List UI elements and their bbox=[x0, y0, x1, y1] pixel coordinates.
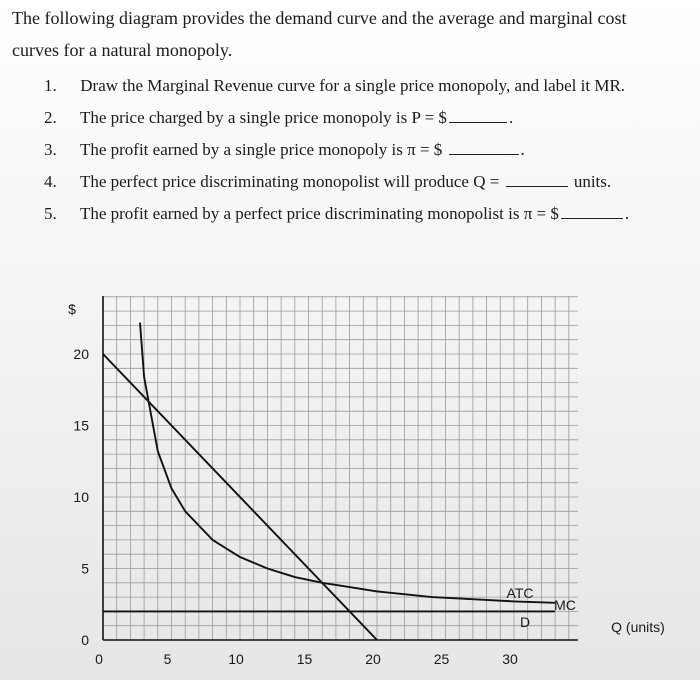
question-text: Draw the Marginal Revenue curve for a single price monopoly, and label it MR. bbox=[80, 76, 626, 95]
x-axis-label: Q (units) bbox=[611, 619, 665, 635]
y-tick-label: 20 bbox=[73, 346, 89, 362]
question-suffix: units. bbox=[573, 172, 612, 191]
question-number: 4. bbox=[44, 172, 57, 191]
y-tick-label: 10 bbox=[73, 489, 89, 505]
x-tick-label: 0 bbox=[95, 651, 103, 667]
x-tick-label: 10 bbox=[228, 651, 244, 667]
question-number: 5. bbox=[44, 204, 57, 223]
x-tick-label: 25 bbox=[433, 651, 450, 667]
question-suffix: . bbox=[624, 204, 630, 223]
chart-curves bbox=[103, 323, 555, 640]
series-atc-curve bbox=[140, 323, 555, 603]
question-text: The profit earned by a single price monopoly is π = $ bbox=[79, 140, 443, 159]
x-tick-label: 30 bbox=[502, 651, 518, 667]
y-tick-label: 5 bbox=[81, 560, 89, 577]
atc-curve-label: ATC bbox=[506, 585, 534, 601]
y-tick-label: 0 bbox=[81, 632, 89, 648]
intro-line-1: The following diagram provides the demand curve and the average and marginal cost bbox=[12, 8, 627, 28]
question-number: 2. bbox=[44, 108, 57, 127]
question-number: 1. bbox=[44, 76, 57, 95]
x-tick-label: 15 bbox=[296, 651, 313, 667]
demand-curve-label: D bbox=[519, 614, 531, 630]
y-axis-label: $ bbox=[68, 301, 76, 317]
question-text: The perfect price discriminating monopolist will produce Q = bbox=[79, 172, 500, 191]
question-number: 3. bbox=[44, 140, 57, 159]
question-suffix: . bbox=[520, 140, 525, 159]
y-tick-label: 15 bbox=[73, 417, 89, 434]
question-text: The price charged by a single price monopoly is P = $ bbox=[79, 108, 447, 127]
question-text: The profit earned by a perfect price discriminating monopolist is π = $ bbox=[79, 204, 559, 223]
question-suffix: . bbox=[508, 108, 514, 127]
intro-line-2: curves for a natural monopoly. bbox=[12, 40, 233, 60]
x-tick-label: 5 bbox=[163, 651, 172, 667]
x-tick-label: 20 bbox=[365, 651, 381, 667]
mc-curve-label: MC bbox=[554, 597, 576, 613]
